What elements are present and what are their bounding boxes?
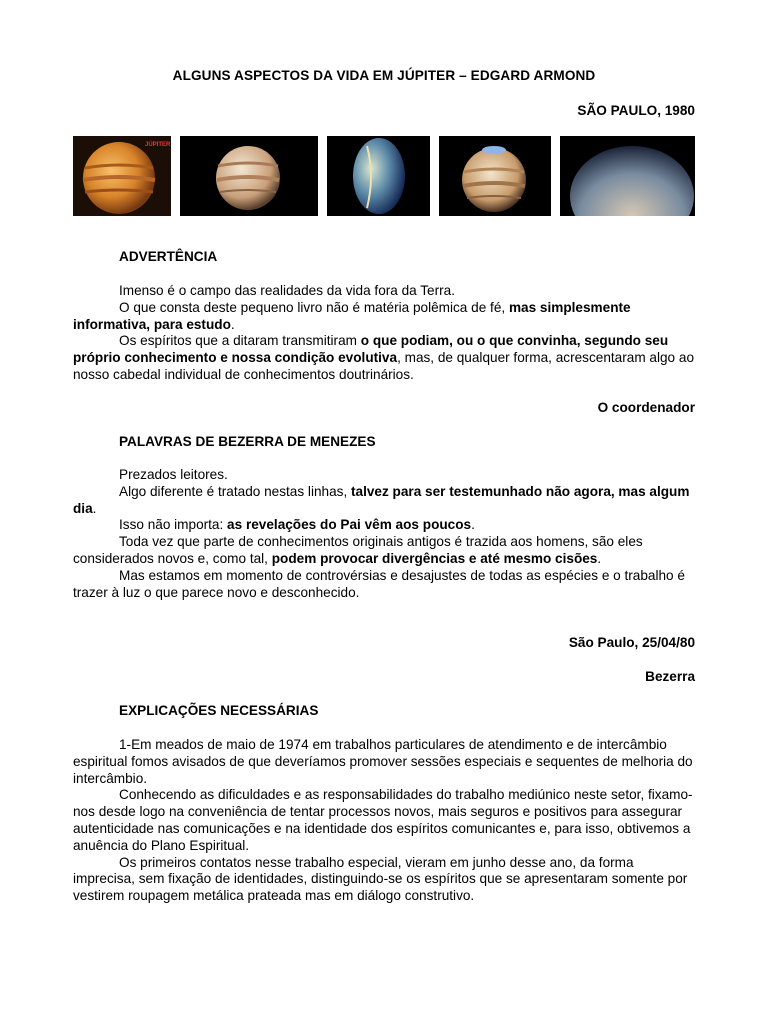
jupiter-image-4 (439, 136, 551, 216)
jupiter-image-1 (73, 136, 171, 216)
bezerra-paragraph-5: Mas estamos em momento de controvérsias e desajustes de todas as espécies e o trabalho é trazer à luz o que parece novo e desconhecido. (73, 567, 685, 600)
place-date: SÃO PAULO, 1980 (577, 103, 695, 118)
section-heading-bezerra: PALAVRAS DE BEZERRA DE MENEZES (119, 434, 376, 449)
explicacoes-body (73, 737, 695, 905)
bezerra-paragraph-3: Isso não importa: as revelações do Pai vêm aos poucos. (119, 517, 475, 533)
section-heading-advertencia: ADVERTÊNCIA (119, 249, 218, 264)
document-title: ALGUNS ASPECTOS DA VIDA EM JÚPITER – EDGARD ARMOND (172, 68, 596, 83)
advertencia-paragraph-3: Os espíritos que a ditaram transmitiram o que podiam, ou o que convinha, segundo seu próprio conhecimento e nossa condição evolutiva, mas, de qualquer forma, acrescentaram algo ao nosso cabedal individual de conhecimentos doutrinários. (73, 333, 695, 382)
bezerra-paragraph-4: Toda vez que parte de conhecimentos originais antigos é trazida aos homens, são eles considerados novos e, como tal, podem provocar divergências e até mesmo cisões. (73, 534, 643, 566)
advertencia-body (73, 283, 695, 384)
explicacoes-paragraph-2: Conhecendo as dificuldades e as responsabilidades do trabalho mediúnico neste setor, fixamo-nos desde logo na conveniência de tentar processos novos, mais seguros e positivos para assegurar autenticidade nas comunicações e na identidade dos espíritos comunicantes e, para isso, obtivemos a anuência do Plano Espiritual. (73, 787, 693, 853)
jupiter-image-2 (180, 136, 318, 216)
advertencia-signature: O coordenador (597, 400, 695, 415)
jupiter-caption: JÚPITER (145, 142, 171, 148)
bezerra-date: São Paulo, 25/04/80 (568, 635, 695, 650)
jupiter-image-3 (327, 136, 430, 216)
advertencia-paragraph-1: Imenso é o campo das realidades da vida fora da Terra. (119, 283, 456, 298)
bezerra-paragraph-2: Algo diferente é tratado nestas linhas, talvez para ser testemunhado não agora, mas algum dia. (73, 483, 690, 516)
bezerra-signature: Bezerra (645, 669, 695, 684)
bezerra-paragraph-1: Prezados leitores. (119, 467, 228, 482)
jupiter-image-5 (560, 136, 695, 216)
section-heading-explicacoes: EXPLICAÇÕES NECESSÁRIAS (119, 703, 319, 718)
jupiter-image-strip (73, 136, 695, 216)
advertencia-paragraph-2: O que consta deste pequeno livro não é matéria polêmica de fé, mas simplesmente informativa, para estudo. (73, 299, 631, 332)
explicacoes-paragraph-1: 1-Em meados de maio de 1974 em trabalhos particulares de atendimento e de intercâmbio espiritual fomos avisados de que deveríamos promover sessões especiais e sequentes de melhoria do intercâmbio. (73, 737, 693, 786)
bezerra-body (73, 467, 695, 601)
explicacoes-paragraph-3: Os primeiros contatos nesse trabalho especial, vieram em junho desse ano, da forma imprecisa, sem fixação de identidades, distinguindo-se os espíritos que se apresentaram somente por vestirem roupagem metálica prateada mas em diálogo construtivo. (73, 854, 688, 904)
